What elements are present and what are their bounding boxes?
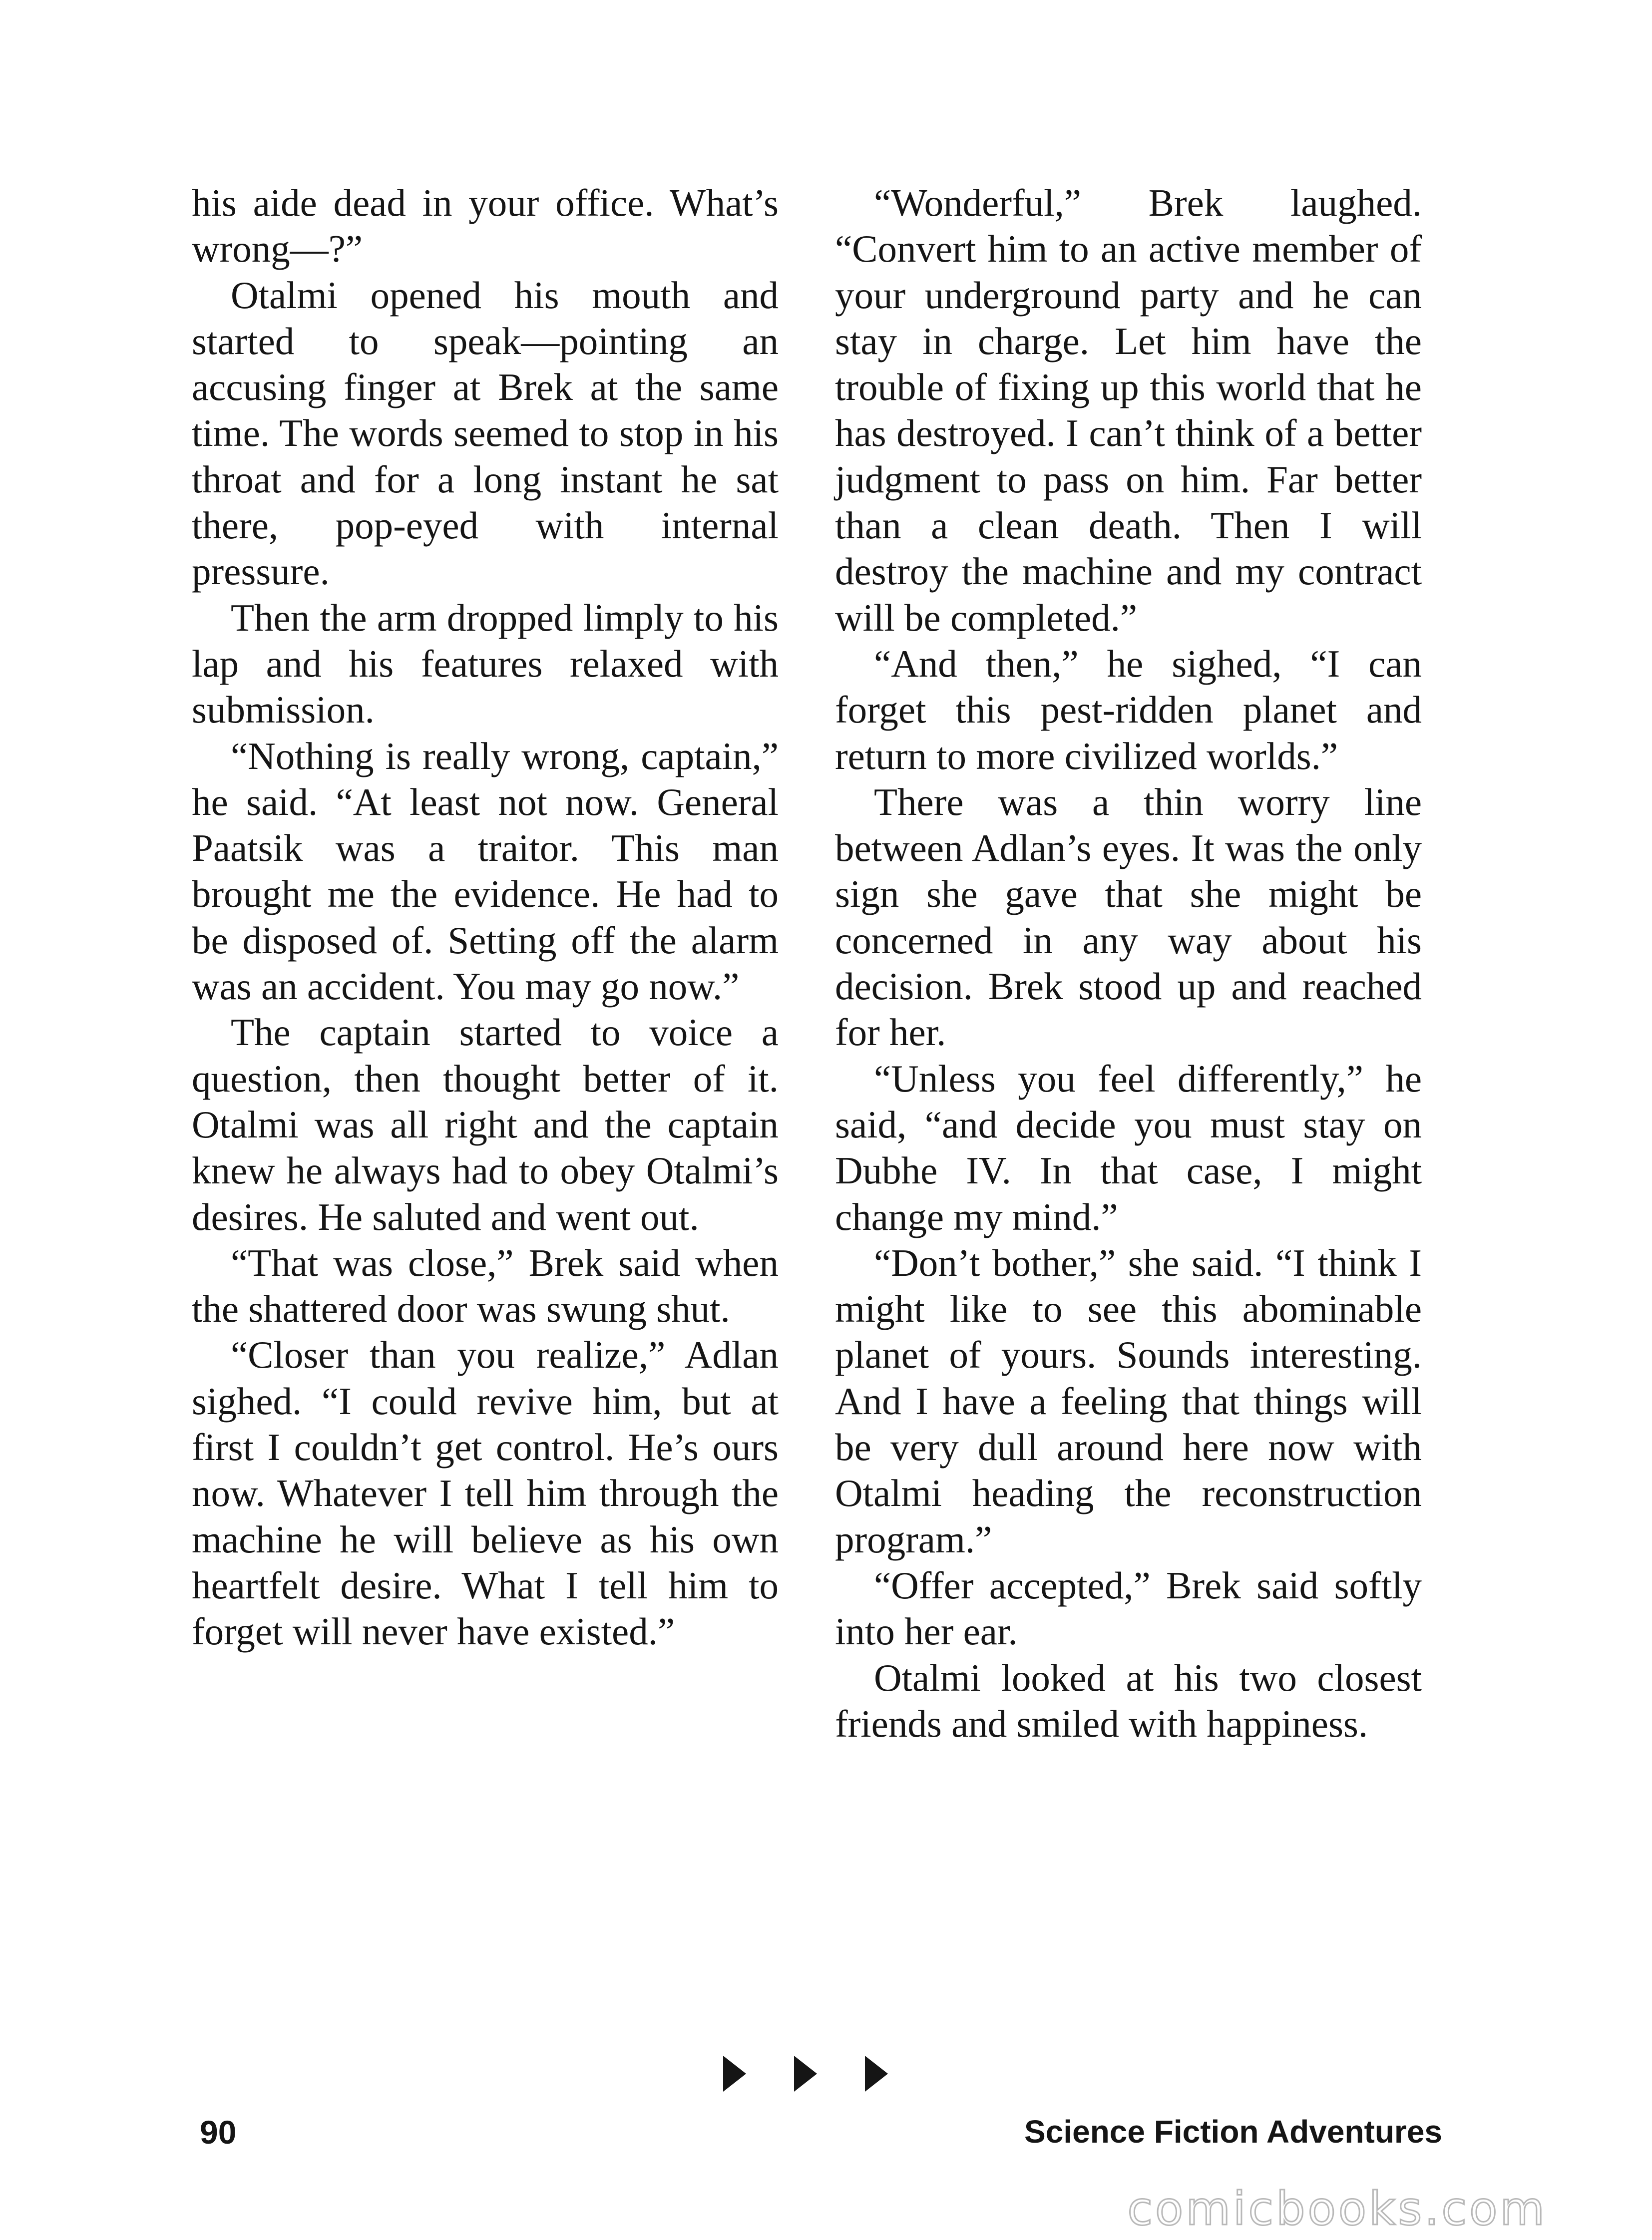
paragraph: “Unless you feel differently,” he said, “and decide you must stay on Dubhe IV. In that case, I might change my mind.” [835,1057,1422,1238]
page-number: 90 [200,2114,237,2151]
left-text-column [192,180,779,1655]
paragraph: “Closer than you realize,” Adlan sighed. “I could revive him, but at first I couldn’t get control. He’s ours now. Whatever I tell him through the machine he will believe as his own heartfelt desire. What I tell him to forget will never have existed.” [192,1333,779,1653]
paragraph: There was a thin worry line between Adlan’s eyes. It was the only sign she gave that she might be concerned in any way about his decision. Brek stood up and reached for her. [835,780,1422,1054]
paragraph: Then the arm dropped limply to his lap and his features relaxed with submission. [192,596,779,732]
triangle-icon [794,2056,817,2092]
paragraph: “Nothing is really wrong, captain,” he said. “At least not now. General Paatsik was a traitor. This man brought me the evidence. He had to be disposed of. Setting off the alarm was an accident. You may go now.” [192,734,779,1008]
triangle-icon [723,2056,746,2092]
paragraph: “Wonderful,” Brek laughed. “Convert him to an active member of your underground party and he can stay in charge. Let him have the trouble of fixing up this world that he has destroyed. I can’t think of a better judgment to pass on him. Far better than a clean death. Then I will destroy the machine and my contract will be completed.” [835,181,1422,639]
paragraph: his aide dead in your office. What’s wrong—?” [192,181,779,271]
paragraph: “Offer accepted,” Brek said softly into her ear. [835,1563,1422,1653]
triangle-icon [865,2056,888,2092]
watermark: comicbooks.com [1127,2182,1547,2236]
story-end-mark-icon [723,2051,888,2096]
paragraph: Otalmi looked at his two closest friends and smiled with happiness. [835,1656,1422,1745]
paragraph: “That was close,” Brek said when the shattered door was swung shut. [192,1241,779,1331]
right-text-column [835,180,1422,1747]
paragraph: Otalmi opened his mouth and started to speak—pointing an accusing finger at Brek at the same time. The words seemed to stop in his throat and for a long instant he sat there, pop-eyed with internal pressure. [192,273,779,593]
paragraph: “Don’t bother,” she said. “I think I might like to see this abominable planet of yours. Sounds interesting. And I have a feeling that things will be very dull around here now with Otalmi heading the reconstruction program.” [835,1241,1422,1561]
paragraph: “And then,” he sighed, “I can forget this pest-ridden planet and return to more civilized worlds.” [835,642,1422,777]
paragraph: The captain started to voice a question, then thought better of it. Otalmi was all right and the captain knew he always had to obey Otalmi’s desires. He saluted and went out. [192,1011,779,1238]
magazine-title: Science Fiction Adventures [1024,2114,1442,2150]
